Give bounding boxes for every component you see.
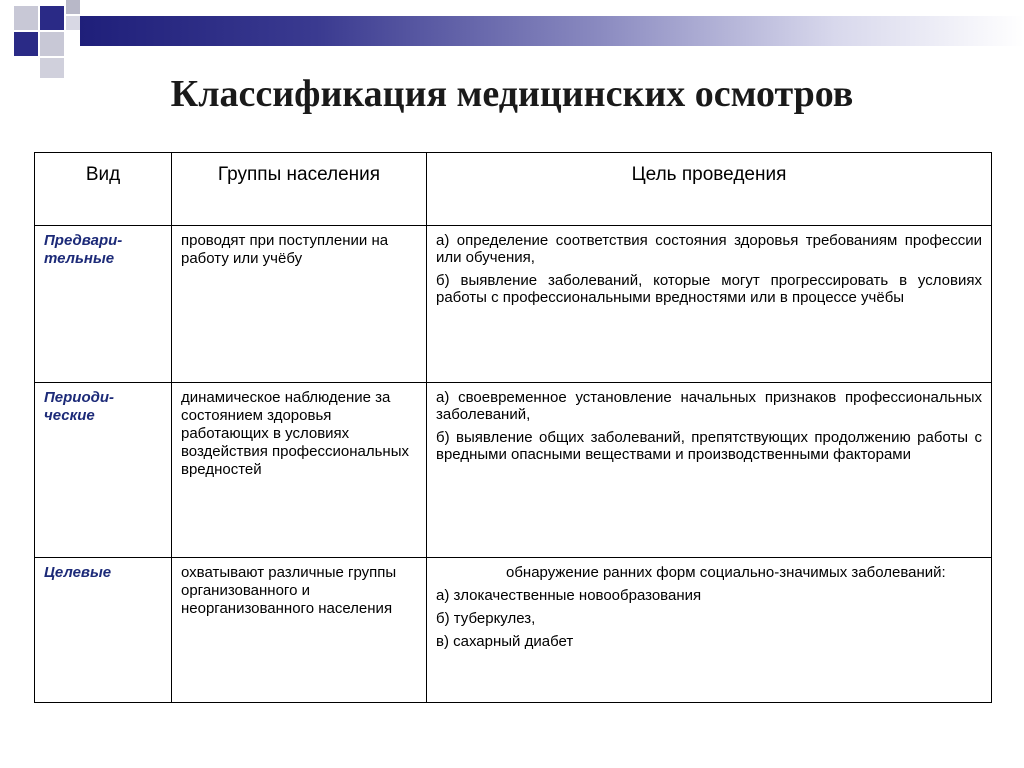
classification-table xyxy=(34,152,992,703)
table-row xyxy=(35,558,992,703)
header-gradient-bar xyxy=(80,16,1024,46)
goal-item: б) выявление общих заболеваний, препятствующих продолжению работы с вредными опасными веществами и производственными факторами xyxy=(436,429,982,463)
row-goals xyxy=(427,558,992,703)
goal-item: обнаружение ранних форм социально-значимых заболеваний: xyxy=(506,564,946,581)
row-kind: Периоди- ческие xyxy=(35,383,172,558)
header-groups: Группы населения xyxy=(172,153,427,226)
row-kind: Целевые xyxy=(35,558,172,703)
decor-square xyxy=(14,6,38,30)
table-header-row xyxy=(35,153,992,226)
goal-item: в) сахарный диабет xyxy=(436,633,574,650)
decor-square xyxy=(66,0,80,14)
decor-square xyxy=(40,32,64,56)
goal-item: а) злокачественные новообразования xyxy=(436,587,702,604)
goal-item: б) туберкулез, xyxy=(436,610,536,627)
decor-square xyxy=(66,16,80,30)
table-row xyxy=(35,226,992,383)
header-kind: Вид xyxy=(35,153,172,226)
row-kind: Предвари- тельные xyxy=(35,226,172,383)
decor-square xyxy=(40,6,64,30)
goal-item: б) выявление заболеваний, которые могут прогрессировать в условиях работы с профессиональными вредностями или в процессе учёбы xyxy=(436,272,982,306)
row-goals xyxy=(427,383,992,558)
row-groups: динамическое наблюдение за состоянием здоровья работающих в условиях воздействия профессиональных вредностей xyxy=(172,383,427,558)
decor-square xyxy=(14,32,38,56)
row-goals xyxy=(427,226,992,383)
goal-item: а) своевременное установление начальных признаков профессиональных заболеваний, xyxy=(436,389,982,423)
page-title: Классификация медицинских осмотров xyxy=(170,73,854,115)
row-groups: проводят при поступлении на работу или учёбу xyxy=(172,226,427,383)
goal-item: а) определение соответствия состояния здоровья требованиям профессии или обучения, xyxy=(436,232,982,266)
header-goal: Цель проведения xyxy=(427,153,992,226)
table-row xyxy=(35,383,992,558)
row-groups: охватывают различные группы организованного и неорганизованного населения xyxy=(172,558,427,703)
